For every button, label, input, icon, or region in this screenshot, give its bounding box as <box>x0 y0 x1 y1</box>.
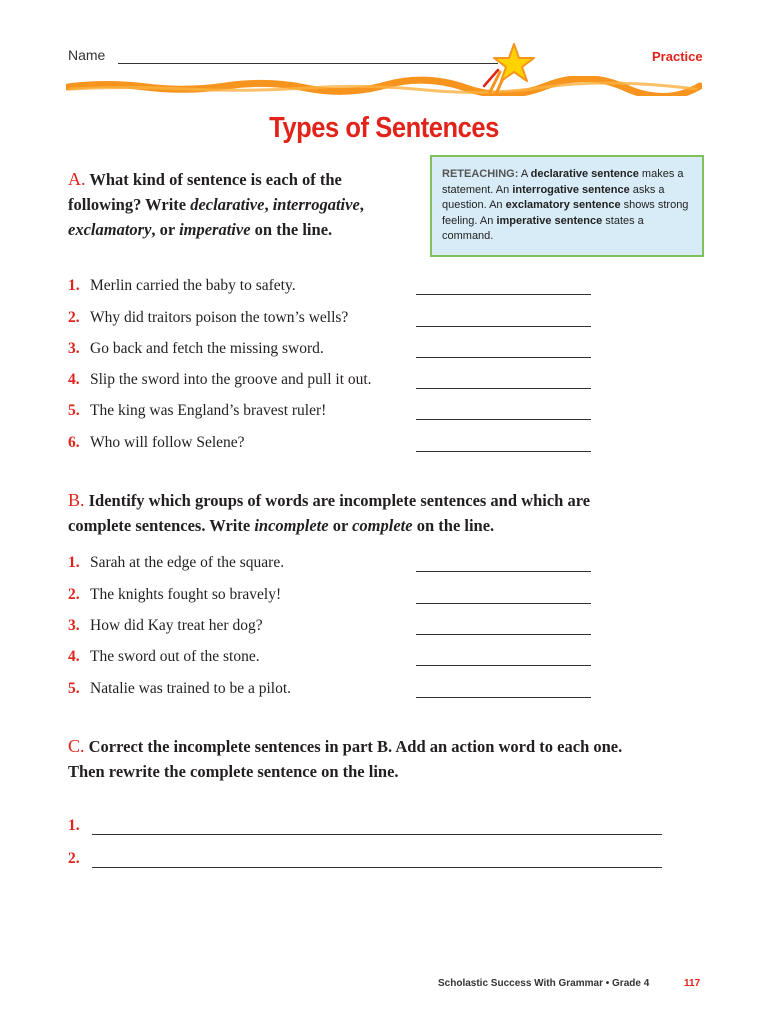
answer-line[interactable] <box>416 697 591 698</box>
section-a-letter: A. <box>68 169 86 189</box>
answer-line[interactable] <box>416 294 591 295</box>
name-label: Name <box>68 47 106 63</box>
list-item: 2. The knights fought so bravely! <box>68 586 282 603</box>
answer-line[interactable] <box>416 571 591 572</box>
list-item: 3. Go back and fetch the missing sword. <box>68 340 324 357</box>
section-c-instructions: C. Correct the incomplete sentences in part B. Add an action word to each one. Then rewrite the complete sentence on the line. <box>68 736 623 781</box>
list-item-number: 2. <box>68 850 80 867</box>
star-icon <box>476 40 536 100</box>
answer-line[interactable] <box>416 451 591 452</box>
section-b-instructions: B. Identify which groups of words are incomplete sentences and which are complete sentences. Write incomplete or complete on the line. <box>68 490 591 535</box>
answer-line[interactable] <box>416 419 591 420</box>
reteaching-box: RETEACHING: A declarative sentence makes a statement. An interrogative sentence asks a question. An exclamatory sentence shows strong feeling. An imperative sentence states a command. <box>430 155 704 257</box>
list-item: 1. Merlin carried the baby to safety. <box>68 277 296 294</box>
rewrite-line[interactable] <box>92 867 662 868</box>
section-a-instructions: A. What kind of sentence is each of the following? Write declarative, interrogative, exclamatory, or imperative on the line. <box>68 169 364 239</box>
practice-label: Practice <box>652 49 703 64</box>
list-item: 4. The sword out of the stone. <box>68 648 260 665</box>
section-c-letter: C. <box>68 736 85 756</box>
page-number: 117 <box>684 978 701 989</box>
name-line[interactable] <box>118 63 498 64</box>
list-item: 4. Slip the sword into the groove and pull it out. <box>68 371 372 388</box>
list-item: 6. Who will follow Selene? <box>68 434 245 451</box>
list-item: 2. Why did traitors poison the town’s wells? <box>68 309 349 326</box>
list-item: 5. Natalie was trained to be a pilot. <box>68 680 292 697</box>
list-item: 3. How did Kay treat her dog? <box>68 617 263 634</box>
section-b-letter: B. <box>68 490 85 510</box>
list-item: 5. The king was England’s bravest ruler! <box>68 402 327 419</box>
list-item-number: 1. <box>68 817 80 834</box>
answer-line[interactable] <box>416 357 591 358</box>
answer-line[interactable] <box>416 634 591 635</box>
answer-line[interactable] <box>416 603 591 604</box>
footer-text: Scholastic Success With Grammar • Grade 4 <box>438 978 650 989</box>
crayon-divider <box>66 76 702 96</box>
rewrite-line[interactable] <box>92 834 662 835</box>
page-title: Types of Sentences <box>269 112 499 144</box>
answer-line[interactable] <box>416 326 591 327</box>
list-item: 1. Sarah at the edge of the square. <box>68 554 285 571</box>
answer-line[interactable] <box>416 665 591 666</box>
answer-line[interactable] <box>416 388 591 389</box>
